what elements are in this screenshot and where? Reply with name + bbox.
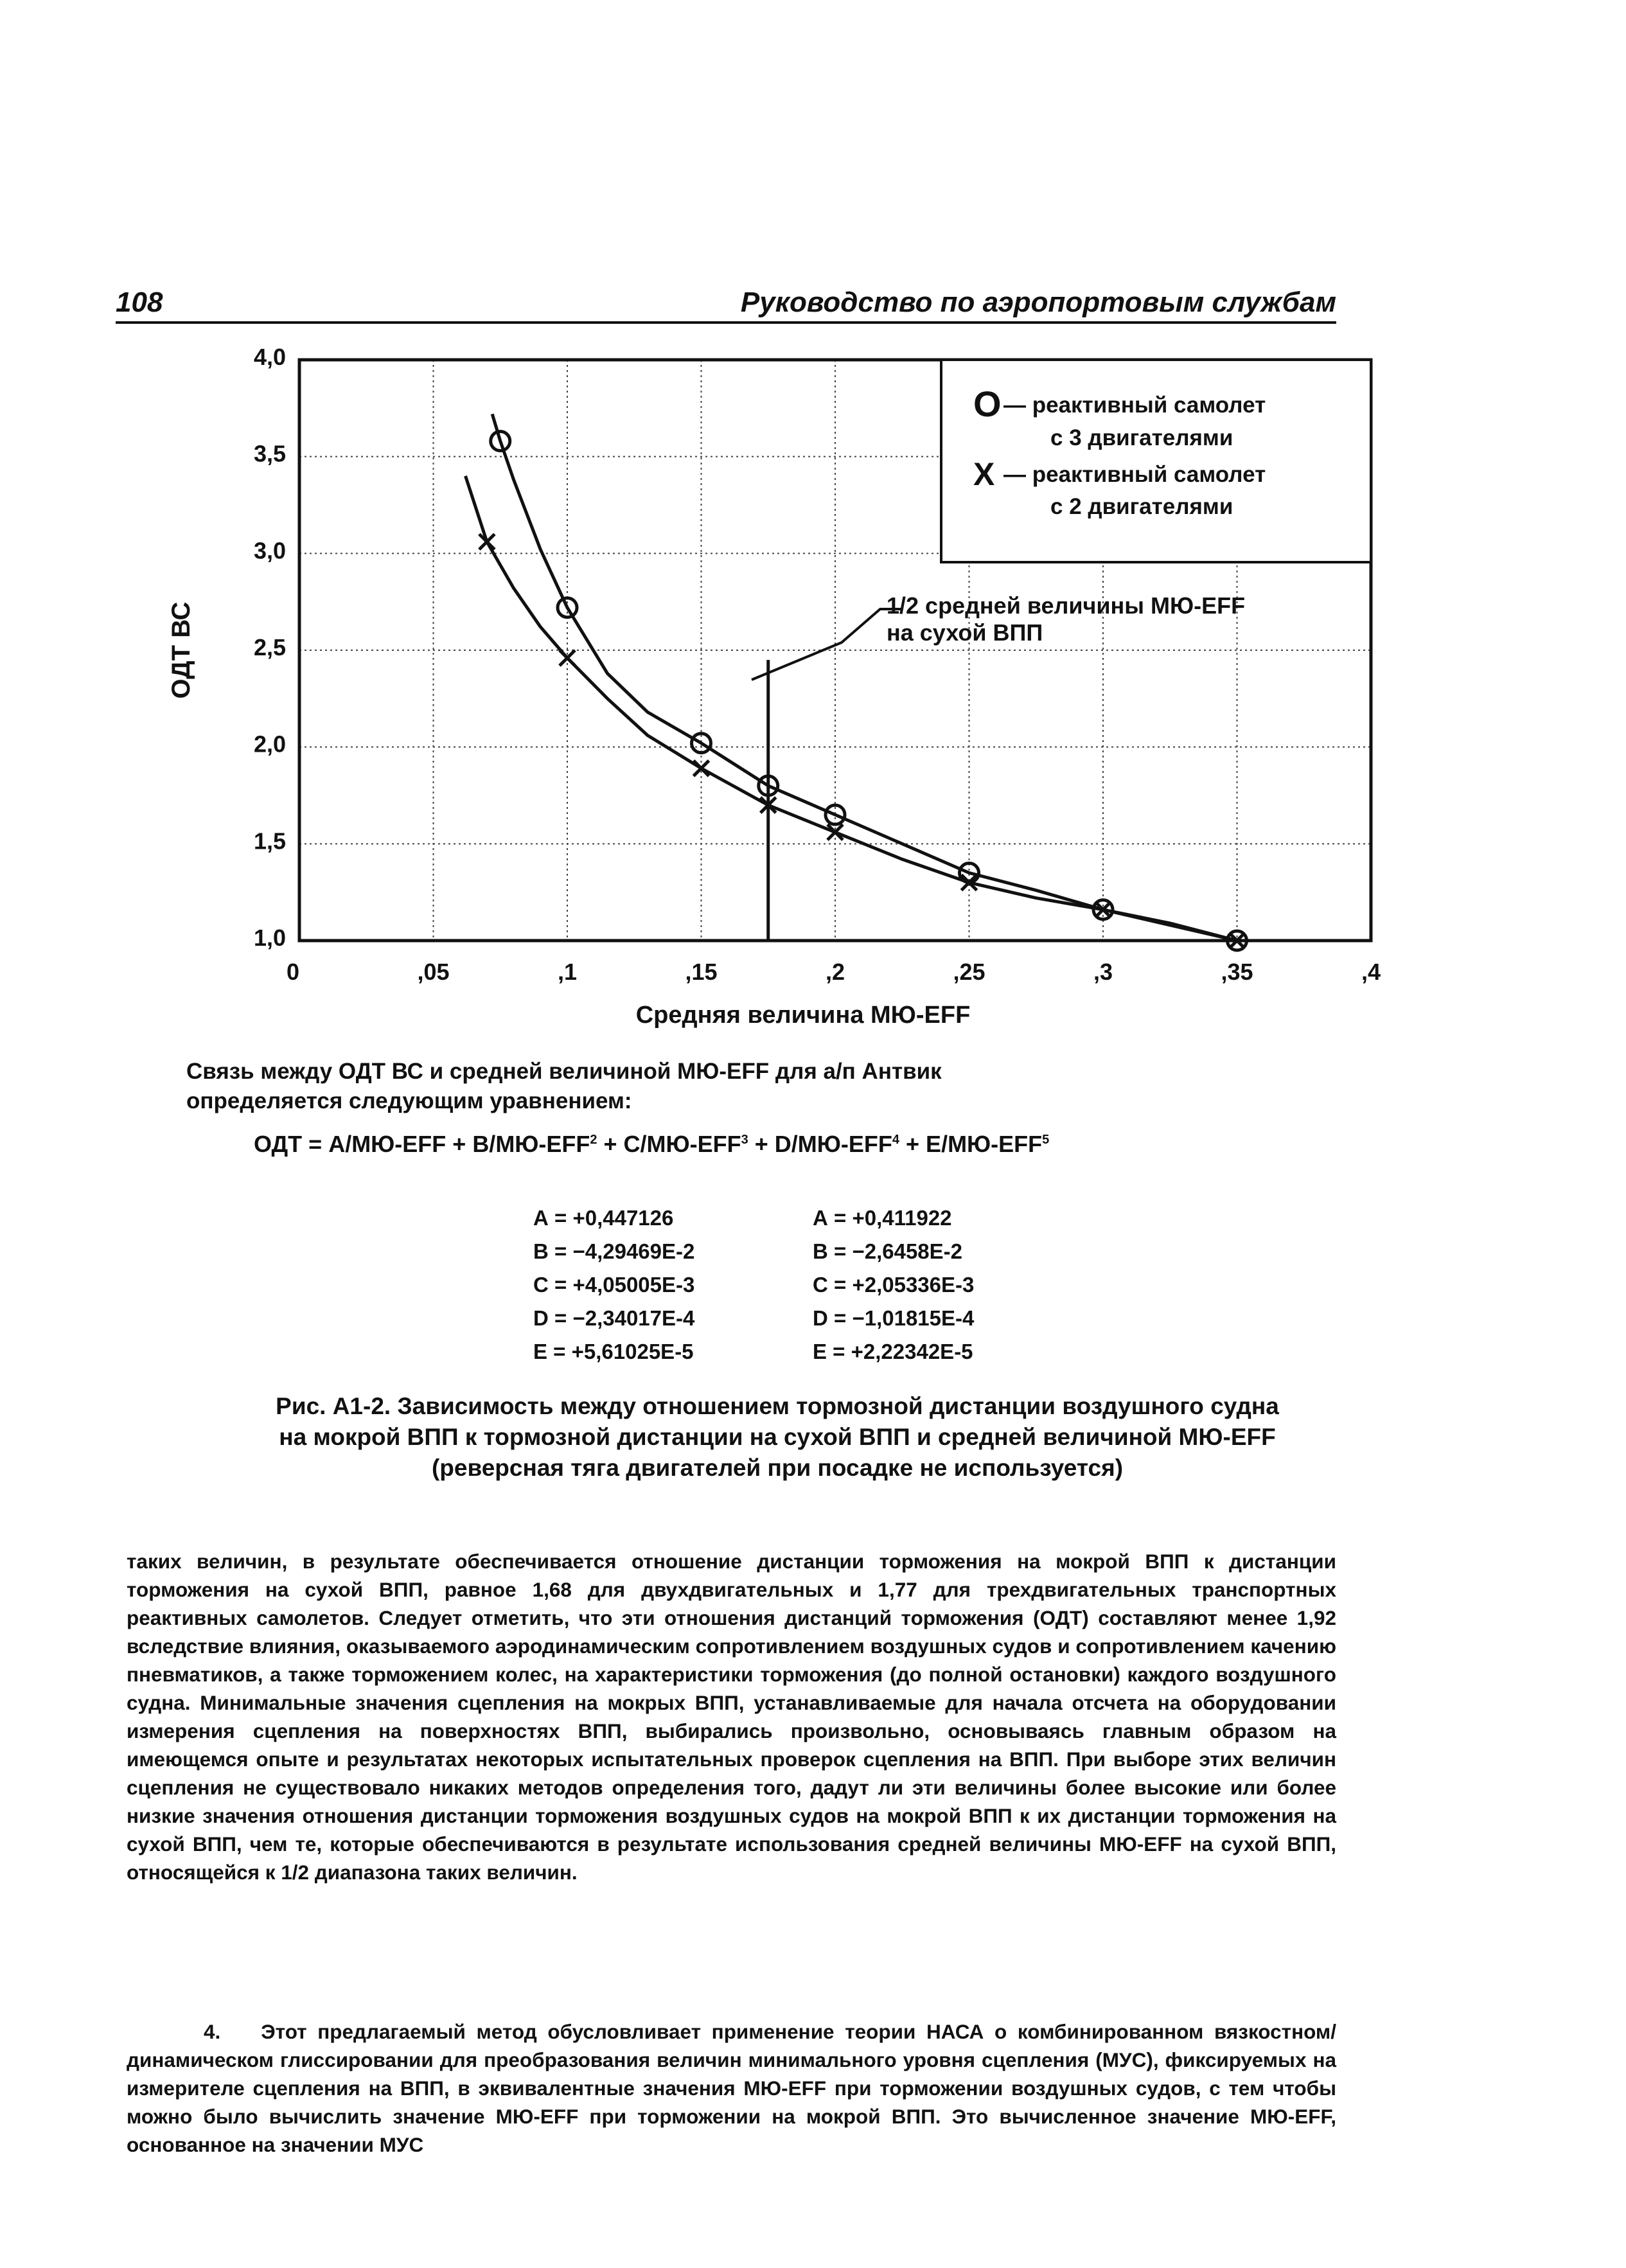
coefficient-c: С = +4,05005Е-3 bbox=[533, 1273, 695, 1297]
relation-description bbox=[186, 1057, 1343, 1116]
relation-line-1: Связь между ОДТ ВС и средней величиной МЮ-EFF для а/п Антвик bbox=[186, 1059, 942, 1084]
body-paragraph-1: таких величин, в результате обеспечивается отношение дистанции торможения на мокрой ВПП к дистанции торможения на сухой ВПП, равное 1,68 для двухдвигательных и 1,77 для трехдвигательных транспортных реактивных самолетов. Следует отметить, что эти отношения дистанций торможения (ОДТ) составляют менее 1,92 вследствие влияния, оказываемого аэродинамическим сопротивлением воздушных судов и сопротивлением качению пневматиков, а также торможением колес, на характеристики торможения (до полной остановки) каждого воздушного судна. Минимальные значения сцепления на мокрых ВПП, устанавливаемые для начала отсчета на оборудовании измерения сцепления на поверхностях ВПП, выбирались произвольно, основываясь главным образом на имеющемся опыте и результатах некоторых испытательных проверок сцепления на ВПП. При выборе этих величин сцепления не существовало никаких методов определения того, дадут ли эти величины более высокие или более низкие значения отношения дистанции торможения воздушных судов на мокрой ВПП к их дистанции торможения на сухой ВПП, чем те, которые обеспечиваются в результате использования средней величины МЮ-EFF на сухой ВПП, относящейся к 1/2 диапазона таких величин. bbox=[127, 1550, 1336, 1884]
equation-part-3: + D/МЮ-EFF bbox=[748, 1131, 892, 1157]
relation-line-2: определяется следующим уравнением: bbox=[186, 1088, 632, 1113]
legend-x-line2: с 2 двигателями bbox=[1050, 494, 1233, 519]
equation-exp-5: 5 bbox=[1042, 1133, 1050, 1147]
y-tick-label: 2,5 bbox=[253, 634, 286, 660]
x-tick-label: ,35 bbox=[1221, 959, 1253, 985]
caption-line-2: на мокрой ВПП к тормозной дистанции на сухой ВПП и средней величиной МЮ-EFF bbox=[279, 1424, 1276, 1450]
x-tick-label: ,3 bbox=[1093, 959, 1113, 985]
coefficients-3-engine bbox=[533, 1201, 694, 1369]
coefficient-d: D = −1,01815Е-4 bbox=[813, 1306, 975, 1330]
x-tick-label: ,2 bbox=[825, 959, 845, 985]
figure-caption bbox=[167, 1391, 1388, 1484]
coefficient-b: В = −4,29469Е-2 bbox=[533, 1239, 695, 1263]
coefficient-d: D = −2,34017Е-4 bbox=[533, 1306, 695, 1330]
annotation-line1: 1/2 средней величины МЮ-EFF bbox=[887, 592, 1246, 619]
y-tick-label: 3,0 bbox=[253, 537, 286, 564]
coefficient-b: В = −2,6458Е-2 bbox=[813, 1239, 962, 1263]
coefficient-e: Е = +5,61025Е-5 bbox=[533, 1340, 694, 1363]
header-rule bbox=[116, 321, 1336, 324]
legend-x-symbol: X bbox=[973, 456, 995, 492]
annotation-leader-line bbox=[752, 609, 903, 680]
x-tick-label: ,25 bbox=[953, 959, 985, 985]
coefficient-e: Е = +2,22342Е-5 bbox=[813, 1340, 973, 1363]
y-axis-label: ОДТ ВС bbox=[167, 601, 195, 699]
x-axis-label: Средняя величина МЮ-EFF bbox=[635, 1002, 971, 1029]
x-tick-labels bbox=[287, 959, 1381, 985]
equation-exp-2: 2 bbox=[590, 1133, 597, 1147]
data-point-2-engine bbox=[479, 534, 495, 549]
data-point-2-engine bbox=[694, 761, 709, 776]
x-tick-label: ,4 bbox=[1361, 959, 1381, 985]
body-paragraph-2: 4. Этот предлагаемый метод обусловливает применение теории НАСА о комбинированном вязкостном/динамическом глиссировании для преобразования величин минимального уровня сцепления (МУС), фиксируемых на измерителе сцепления на ВПП, в эквивалентные значения МЮ-EFF при торможении воздушных судов, с тем чтобы можно было вычислить значение МЮ-EFF при торможении на мокрой ВПП. Это вычисленное значение МЮ-EFF, основанное на значении МУС bbox=[127, 2020, 1336, 2156]
coefficient-c: С = +2,05336Е-3 bbox=[813, 1273, 975, 1297]
x-tick-label: ,1 bbox=[557, 959, 578, 985]
equation-exp-4: 4 bbox=[892, 1133, 900, 1147]
legend-o-line2: с 3 двигателями bbox=[1050, 425, 1233, 450]
equation-part-4: + Е/МЮ-EFF bbox=[899, 1131, 1043, 1157]
x-tick-label: ,05 bbox=[417, 959, 450, 985]
coefficient-a: А = +0,447126 bbox=[533, 1206, 674, 1230]
x-tick-label: 0 bbox=[286, 959, 300, 985]
equation-part-1: ОДТ = А/МЮ-EFF + В/МЮ-EFF bbox=[254, 1131, 590, 1157]
legend-o-line1: — реактивный самолет bbox=[1003, 393, 1266, 418]
legend bbox=[941, 360, 1371, 562]
x-tick-label: ,15 bbox=[685, 959, 718, 985]
running-title: Руководство по аэропортовым службам bbox=[740, 287, 1336, 318]
page-number: 108 bbox=[116, 287, 163, 318]
y-tick-label: 1,5 bbox=[253, 828, 286, 855]
caption-line-3: (реверсная тяга двигателей при посадке не используется) bbox=[431, 1455, 1124, 1481]
y-tick-label: 3,5 bbox=[253, 440, 286, 467]
data-point-2-engine bbox=[827, 824, 843, 840]
y-tick-label: 2,0 bbox=[253, 731, 286, 757]
equation bbox=[254, 1131, 1049, 1158]
annotation-line2: на сухой ВПП bbox=[887, 619, 1043, 646]
coefficients-2-engine bbox=[813, 1201, 974, 1369]
caption-line-1: Рис. А1-2. Зависимость между отношением тормозной дистанции воздушного судна bbox=[276, 1393, 1279, 1419]
legend-o-symbol: O bbox=[973, 384, 1002, 424]
equation-part-2: + С/МЮ-EFF bbox=[597, 1131, 741, 1157]
legend-box bbox=[941, 360, 1371, 562]
y-tick-labels bbox=[254, 344, 286, 951]
y-tick-label: 1,0 bbox=[253, 925, 286, 951]
y-tick-label: 4,0 bbox=[253, 344, 286, 370]
equation-exp-3: 3 bbox=[741, 1133, 748, 1147]
legend-x-line1: — реактивный самолет bbox=[1003, 462, 1266, 487]
braking-ratio-chart bbox=[154, 341, 1381, 1047]
coefficient-a: А = +0,411922 bbox=[813, 1206, 952, 1230]
